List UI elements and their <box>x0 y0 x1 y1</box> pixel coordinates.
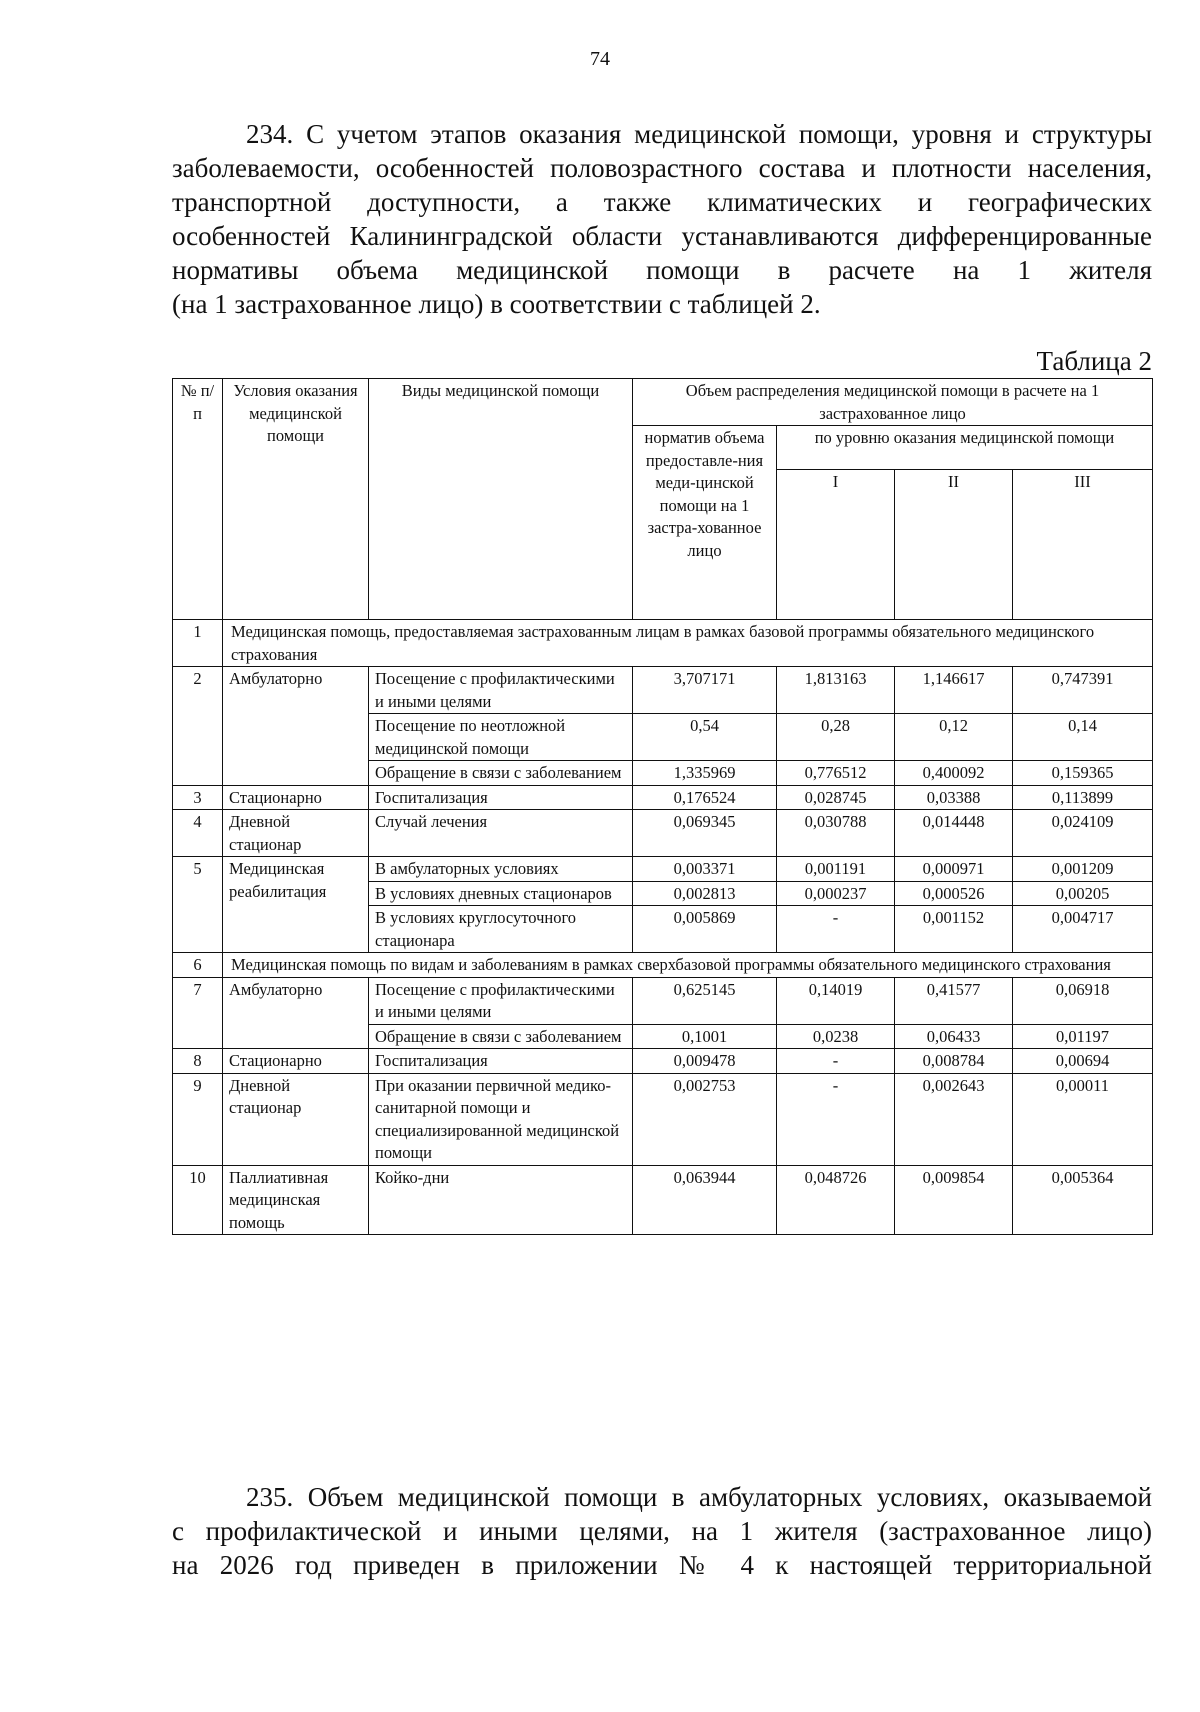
row-norm: 0,002753 <box>633 1073 777 1165</box>
row-type: Случай лечения <box>369 810 633 857</box>
paragraph-235 <box>172 1480 1152 1582</box>
row-conditions: Медицинская реабилитация <box>223 857 369 953</box>
table-row <box>173 977 1153 1024</box>
row-num: 2 <box>173 667 223 786</box>
row-num: 3 <box>173 785 223 810</box>
row-level-2: 0,400092 <box>895 761 1013 786</box>
row-level-1: 0,030788 <box>777 810 895 857</box>
row-num: 10 <box>173 1165 223 1235</box>
row-level-1: 0,28 <box>777 714 895 761</box>
row-conditions: Паллиативная медицинская помощь <box>223 1165 369 1235</box>
row-type: В условиях дневных стационаров <box>369 881 633 906</box>
row-level-3: 0,024109 <box>1013 810 1153 857</box>
row-norm: 0,625145 <box>633 977 777 1024</box>
row-level-2: 0,002643 <box>895 1073 1013 1165</box>
row-level-1: - <box>777 906 895 953</box>
row-type: В амбулаторных условиях <box>369 857 633 882</box>
row-num: 5 <box>173 857 223 953</box>
paragraph-line: особенностей Калининградской области устанавливаются дифференцированные <box>172 221 1152 251</box>
table-row <box>173 1049 1153 1074</box>
row-level-1: 0,001191 <box>777 857 895 882</box>
row-level-2: 0,12 <box>895 714 1013 761</box>
row-level-2: 0,06433 <box>895 1024 1013 1049</box>
header-level-3: III <box>1013 470 1153 620</box>
row-norm: 0,063944 <box>633 1165 777 1235</box>
row-level-1: 0,028745 <box>777 785 895 810</box>
paragraph-line: заболеваемости, особенностей половозрастного состава и плотности населения, <box>172 153 1152 183</box>
table-caption: Таблица 2 <box>1036 346 1152 376</box>
header-level-1: I <box>777 470 895 620</box>
table-row <box>173 1073 1153 1165</box>
row-level-3: 0,00011 <box>1013 1073 1153 1165</box>
row-level-1: - <box>777 1049 895 1074</box>
row-norm: 0,009478 <box>633 1049 777 1074</box>
section-title: Медицинская помощь по видам и заболеваниям в рамках сверхбазовой программы обязательного медицинского страхования <box>223 953 1153 978</box>
row-type: В условиях круглосуточного стационара <box>369 906 633 953</box>
section-row <box>173 953 1153 978</box>
header-volume: Объем распределения медицинской помощи в расчете на 1 застрахованное лицо <box>633 379 1153 426</box>
row-level-1: - <box>777 1073 895 1165</box>
header-types: Виды медицинской помощи <box>369 379 633 620</box>
paragraph-line: транспортной доступности, а также климатических и географических <box>172 187 1152 217</box>
row-conditions: Дневной стационар <box>223 1073 369 1165</box>
row-num: 4 <box>173 810 223 857</box>
row-level-1: 0,000237 <box>777 881 895 906</box>
row-norm: 0,176524 <box>633 785 777 810</box>
paragraph-line: 234. С учетом этапов оказания медицинской помощи, уровня и структуры <box>246 119 1152 149</box>
row-type: Госпитализация <box>369 1049 633 1074</box>
row-type: Посещение по неотложной медицинской помощи <box>369 714 633 761</box>
row-type: Койко-дни <box>369 1165 633 1235</box>
row-num: 9 <box>173 1073 223 1165</box>
row-conditions: Амбулаторно <box>223 977 369 1049</box>
row-type: Посещение с профилактическими и иными целями <box>369 977 633 1024</box>
header-num: № п/п <box>173 379 223 620</box>
row-norm: 0,005869 <box>633 906 777 953</box>
paragraph-line: нормативы объема медицинской помощи в расчете на 1 жителя <box>172 255 1152 285</box>
row-level-3: 0,159365 <box>1013 761 1153 786</box>
row-level-3: 0,14 <box>1013 714 1153 761</box>
row-num: 8 <box>173 1049 223 1074</box>
row-level-3: 0,113899 <box>1013 785 1153 810</box>
row-level-2: 0,000971 <box>895 857 1013 882</box>
paragraph-line: с профилактической и иными целями, на 1 жителя (застрахованное лицо) <box>172 1516 1152 1546</box>
header-by-level: по уровню оказания медицинской помощи <box>777 426 1153 470</box>
row-norm: 0,002813 <box>633 881 777 906</box>
table-row <box>173 785 1153 810</box>
paragraph-line: 235. Объем медицинской помощи в амбулаторных условиях, оказываемой <box>246 1482 1152 1512</box>
volume-norms-table <box>172 378 1153 1235</box>
row-norm: 0,069345 <box>633 810 777 857</box>
row-level-3: 0,01197 <box>1013 1024 1153 1049</box>
row-norm: 1,335969 <box>633 761 777 786</box>
section-row <box>173 620 1153 667</box>
row-level-2: 1,146617 <box>895 667 1013 714</box>
paragraph-line: (на 1 застрахованное лицо) в соответствии с таблицей 2. <box>172 289 821 319</box>
row-level-2: 0,001152 <box>895 906 1013 953</box>
header-norm: норматив объема предоставле-ния меди-цинской помощи на 1 застра-хованное лицо <box>633 426 777 620</box>
row-level-1: 0,0238 <box>777 1024 895 1049</box>
row-level-3: 0,001209 <box>1013 857 1153 882</box>
table-header-row <box>173 379 1153 426</box>
row-level-3: 0,004717 <box>1013 906 1153 953</box>
header-level-2: II <box>895 470 1013 620</box>
row-num: 7 <box>173 977 223 1049</box>
row-conditions: Дневной стационар <box>223 810 369 857</box>
table-row <box>173 810 1153 857</box>
row-level-2: 0,000526 <box>895 881 1013 906</box>
row-num: 1 <box>173 620 223 667</box>
row-conditions: Стационарно <box>223 1049 369 1074</box>
row-norm: 0,003371 <box>633 857 777 882</box>
row-level-2: 0,41577 <box>895 977 1013 1024</box>
row-type: Обращение в связи с заболеванием <box>369 1024 633 1049</box>
row-level-1: 1,813163 <box>777 667 895 714</box>
page-number: 74 <box>590 48 610 70</box>
row-level-1: 0,048726 <box>777 1165 895 1235</box>
row-norm: 3,707171 <box>633 667 777 714</box>
paragraph-234 <box>172 117 1152 321</box>
row-level-2: 0,03388 <box>895 785 1013 810</box>
row-level-3: 0,747391 <box>1013 667 1153 714</box>
section-title: Медицинская помощь, предоставляемая застрахованным лицам в рамках базовой программы обязательного медицинского страхования <box>223 620 1153 667</box>
row-level-1: 0,776512 <box>777 761 895 786</box>
row-level-3: 0,005364 <box>1013 1165 1153 1235</box>
table-row <box>173 857 1153 882</box>
row-type: Посещение с профилактическими и иными целями <box>369 667 633 714</box>
row-level-2: 0,008784 <box>895 1049 1013 1074</box>
row-norm: 0,54 <box>633 714 777 761</box>
row-type: При оказании первичной медико-санитарной помощи и специализированной медицинской помощи <box>369 1073 633 1165</box>
table-row <box>173 667 1153 714</box>
row-type: Госпитализация <box>369 785 633 810</box>
row-level-3: 0,00205 <box>1013 881 1153 906</box>
row-level-2: 0,009854 <box>895 1165 1013 1235</box>
row-level-3: 0,00694 <box>1013 1049 1153 1074</box>
row-level-3: 0,06918 <box>1013 977 1153 1024</box>
row-conditions: Стационарно <box>223 785 369 810</box>
row-norm: 0,1001 <box>633 1024 777 1049</box>
row-level-2: 0,014448 <box>895 810 1013 857</box>
row-level-1: 0,14019 <box>777 977 895 1024</box>
header-conditions: Условия оказания медицинской помощи <box>223 379 369 620</box>
row-conditions: Амбулаторно <box>223 667 369 786</box>
row-type: Обращение в связи с заболеванием <box>369 761 633 786</box>
paragraph-line: на 2026 год приведен в приложении № 4 к настоящей территориальной <box>172 1550 1152 1580</box>
table-row <box>173 1165 1153 1235</box>
row-num: 6 <box>173 953 223 978</box>
